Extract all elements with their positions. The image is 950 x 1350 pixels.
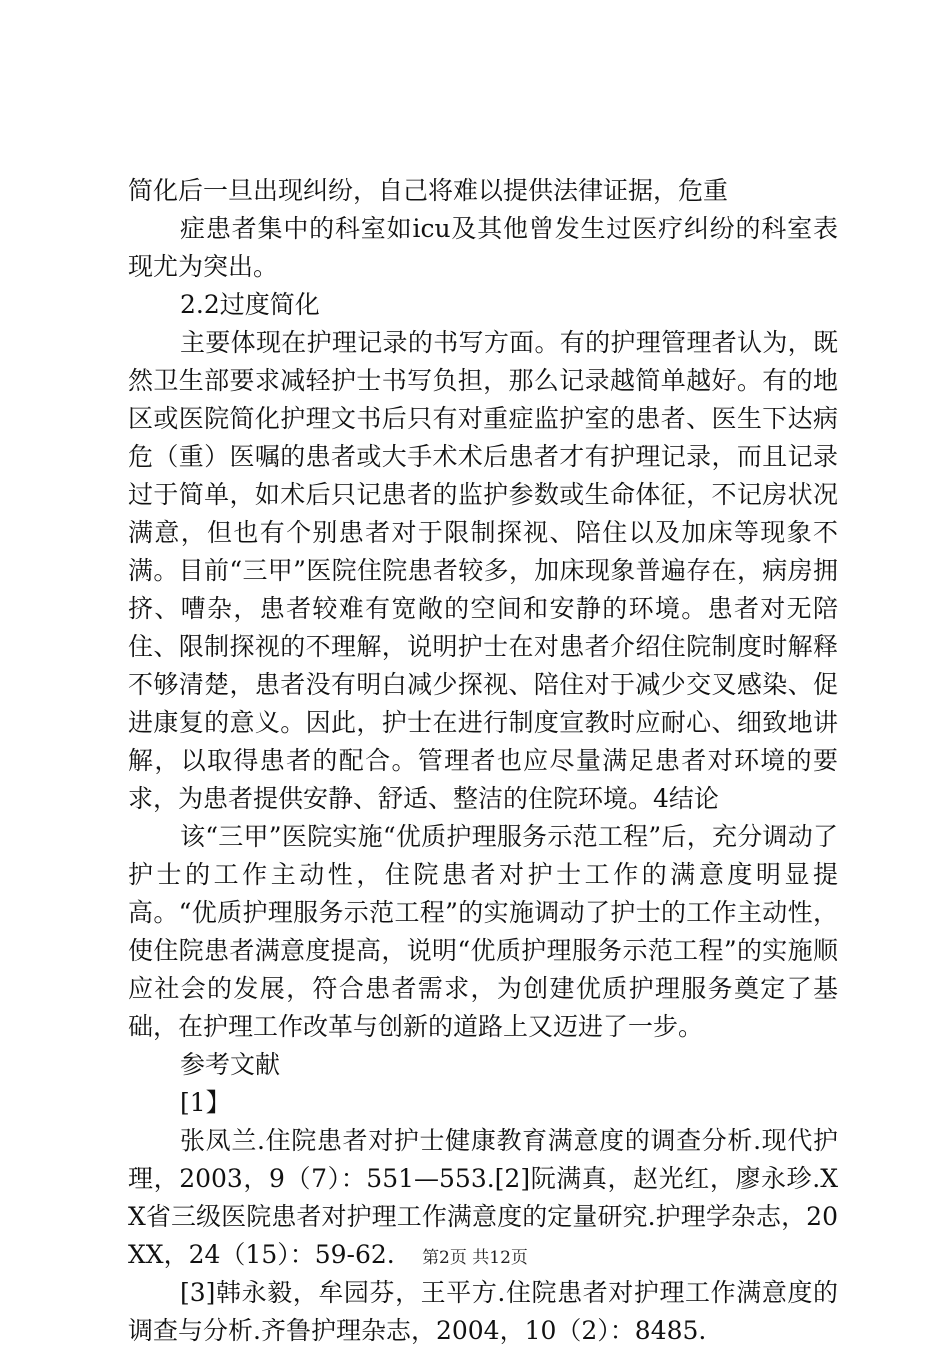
reference-3: [3]韩永毅，牟园芬，王平方.住院患者对护理工作满意度的调查与分析.齐鲁护理杂志，2004，10（2）：8485.: [128, 1278, 838, 1345]
reference-marker-1: [1】: [180, 1088, 231, 1117]
page-footer: 第2页 共12页: [422, 1248, 528, 1268]
references-heading: 参考文献: [180, 1050, 281, 1079]
section-heading-2-2: 2.2过度简化: [180, 290, 320, 319]
paragraph-2: 症患者集中的科室如icu及其他曾发生过医疗纠纷的科室表现尤为突出。: [128, 214, 838, 281]
paragraph-conclusion: 该“三甲”医院实施“优质护理服务示范工程”后，充分调动了护士的工作主动性，住院患者对护士工作的满意度明显提高。“优质护理服务示范工程”的实施调动了护士的工作主动性，使住院患者满意度提高，说明“优质护理服务示范工程”的实施顺应社会的发展，符合患者需求，为创建优质护理服务奠定了基础，在护理工作改革与创新的道路上又迈进了一步。: [128, 822, 838, 1041]
reference-1-2: 张凤兰.住院患者对护士健康教育满意度的调查分析.现代护理，2003，9（7）：551—553.[2]阮满真，赵光红，廖永珍.XX省三级医院患者对护理工作满意度的定量研究.护理学杂志，20XX，24（15）：59-62.: [128, 1126, 838, 1269]
paragraph-1: 简化后一旦出现纠纷，自己将难以提供法律证据，危重: [128, 176, 729, 205]
paragraph-3: 主要体现在护理记录的书写方面。有的护理管理者认为，既然卫生部要求减轻护士书写负担，那么记录越简单越好。有的地区或医院简化护理文书后只有对重症监护室的患者、医生下达病危（重）医嘱的患者或大手术术后患者才有护理记录，而且记录过于简单，如术后只记患者的监护参数或生命体征，不记房状况满意，但也有个别患者对于限制探视、陪住以及加床等现象不满。目前“三甲”医院住院患者较多，加床现象普遍存在，病房拥挤、嘈杂，患者较难有宽敞的空间和安静的环境。患者对无陪住、限制探视的不理解，说明护士在对患者介绍住院制度时解释不够清楚，患者没有明白减少探视、陪住对于减少交叉感染、促进康复的意义。因此，护士在进行制度宣教时应耐心、细致地讲解，以取得患者的配合。管理者也应尽量满足患者对环境的要求，为患者提供安静、舒适、整洁的住院环境。4结论: [128, 328, 838, 813]
document-body: [128, 172, 838, 1350]
